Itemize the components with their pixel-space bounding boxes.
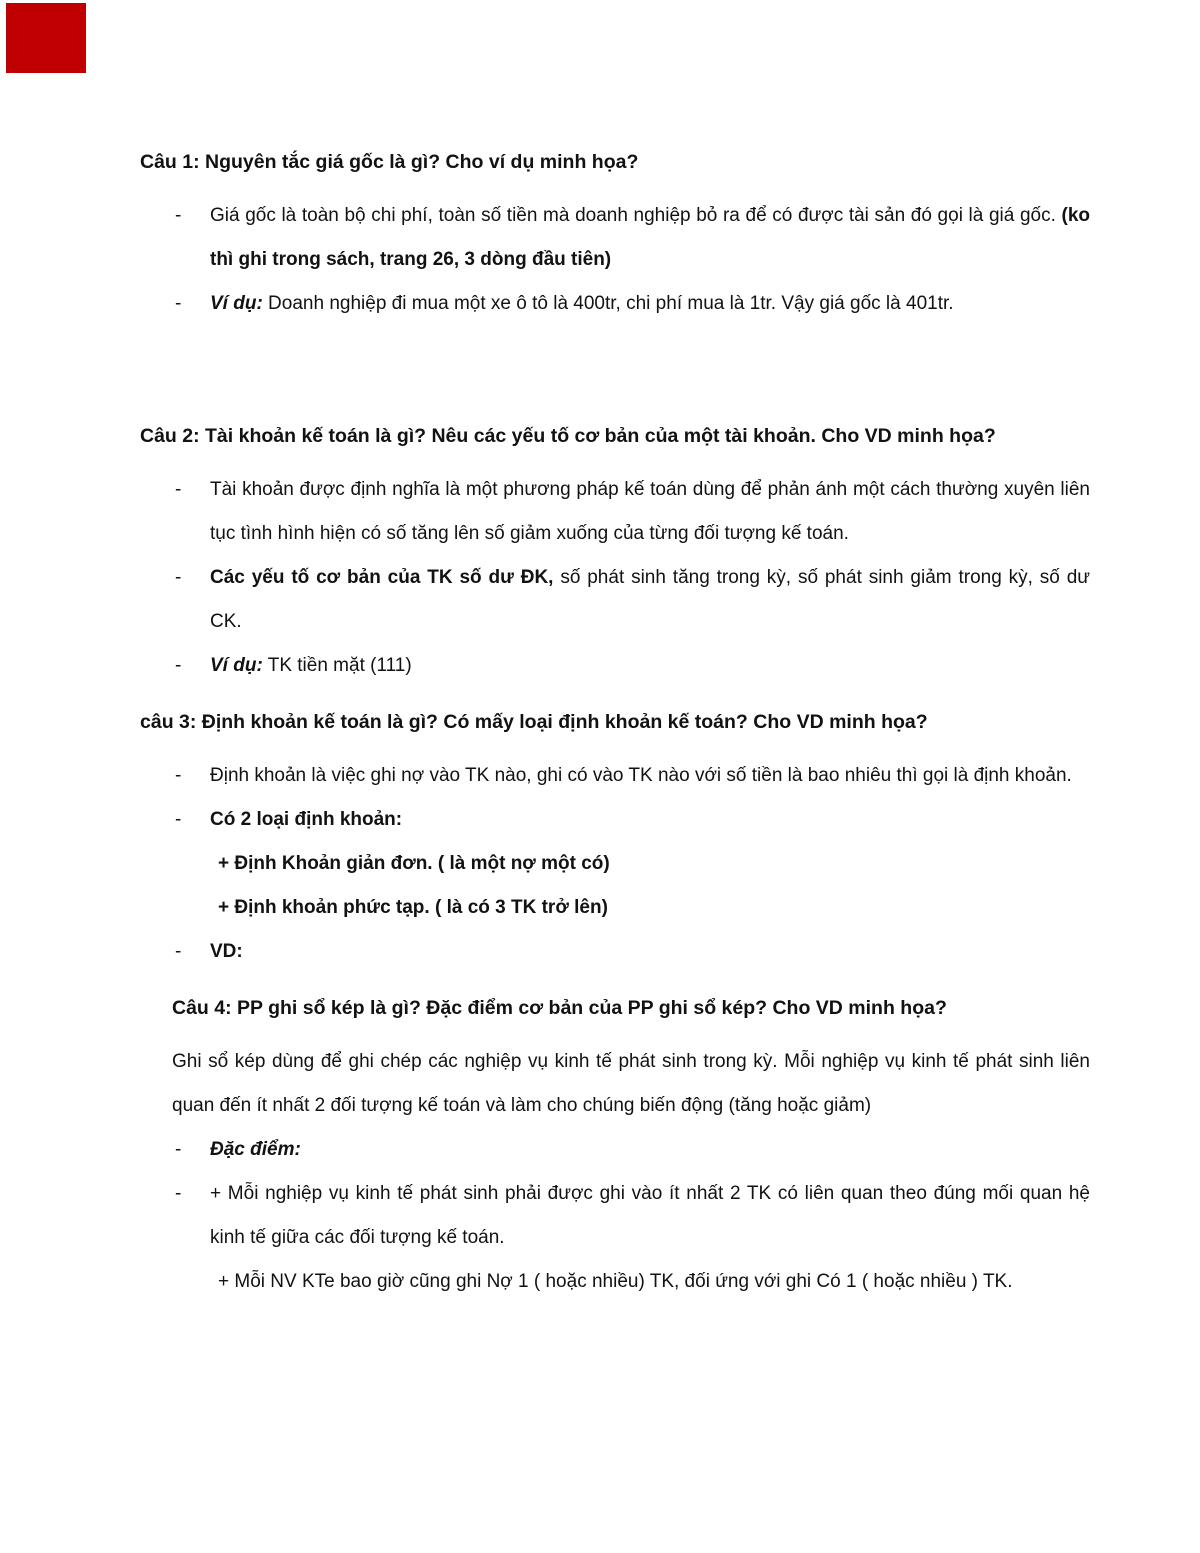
- text-run: Ví dụ:: [210, 293, 263, 314]
- text-run: Có 2 loại định khoản:: [210, 809, 403, 830]
- section-cau-3: [140, 700, 1090, 974]
- block-text: [218, 897, 608, 918]
- section-heading: Câu 4: PP ghi sổ kép là gì? Đặc điểm cơ bản của PP ghi sổ kép? Cho VD minh họa?: [172, 997, 947, 1019]
- list-item: [140, 1172, 1090, 1260]
- text-run: Doanh nghiệp đi mua một xe ô tô là 400tr, chi phí mua là 1tr. Vậy giá gốc là 401tr.: [262, 293, 954, 314]
- list-item: [140, 556, 1090, 644]
- text-run: + Mỗi nghiệp vụ kinh tế phát sinh phải được ghi vào ít nhất 2 TK có liên quan theo đúng mối quan hệ kinh tế giữa các đối tượng kế toán.: [210, 1183, 1090, 1248]
- text-run: Ví dụ:: [210, 655, 263, 676]
- text-run: VD:: [210, 941, 243, 962]
- section-blocks: [140, 468, 1090, 688]
- block-text: [218, 853, 610, 874]
- text-run: Tài khoản được định nghĩa là một phương pháp kế toán dùng để phản ánh một cách thường xuyên liên tục tình hình hiện có số tăng lên số giảm xuống của từng đối tượng kế toán.: [210, 479, 1090, 544]
- block-text: [210, 809, 402, 830]
- sub-list-item: [140, 1260, 1090, 1304]
- text-run: Các yếu tố cơ bản của TK số dư ĐK,: [210, 567, 561, 588]
- block-text: [210, 941, 243, 962]
- text-run: Đặc điểm:: [210, 1139, 301, 1160]
- block-text: [172, 1051, 1090, 1116]
- list-item: [140, 194, 1090, 282]
- text-run: số phát sinh tăng trong kỳ, số phát sinh giảm trong kỳ, số dư CK.: [210, 567, 1090, 632]
- text-run: TK tiền mặt (111): [262, 655, 412, 676]
- dash-bullet: -: [175, 1139, 182, 1160]
- block-text: [210, 479, 1090, 544]
- list-item: [140, 282, 1090, 326]
- text-run: + Mỗi NV KTe bao giờ cũng ghi Nợ 1 ( hoặc nhiều) TK, đối ứng với ghi Có 1 ( hoặc nhiều ) TK.: [218, 1271, 1013, 1292]
- block-text: [210, 293, 954, 314]
- dash-bullet: -: [175, 941, 182, 962]
- text-run: Ghi sổ kép dùng để ghi chép các nghiệp vụ kinh tế phát sinh trong kỳ. Mỗi nghiệp vụ kinh tế phát sinh liên quan đến ít nhất 2 đối tượng kế toán và làm cho chúng biến động (tăng hoặc giảm): [172, 1051, 1090, 1116]
- block-text: [210, 655, 412, 676]
- dash-bullet: -: [175, 1183, 182, 1204]
- block-text: [210, 1139, 301, 1160]
- section-cau-1: [140, 140, 1090, 326]
- list-item: [140, 1128, 1090, 1172]
- text-run: Định khoản là việc ghi nợ vào TK nào, ghi có vào TK nào với số tiền là bao nhiêu thì gọi là định khoản.: [210, 765, 1072, 786]
- dash-bullet: -: [175, 765, 182, 786]
- paragraph: [140, 1040, 1090, 1128]
- dash-bullet: -: [175, 655, 182, 676]
- section-blocks: [140, 1040, 1090, 1304]
- list-item: [140, 930, 1090, 974]
- section-blocks: [140, 194, 1090, 326]
- sub-list-item: [140, 886, 1090, 930]
- dash-bullet: -: [175, 809, 182, 830]
- section-cau-4: [140, 986, 1090, 1304]
- text-run: + Định Khoản giản đơn. ( là một nợ một có): [218, 853, 610, 874]
- block-text: [210, 1183, 1090, 1248]
- dash-bullet: -: [175, 479, 182, 500]
- block-text: [210, 205, 1090, 270]
- document-content: [140, 140, 1090, 1304]
- text-run: (ko thì ghi trong sách, trang 26, 3 dòng đầu tiên): [210, 205, 1090, 270]
- dash-bullet: -: [175, 567, 182, 588]
- text-run: + Định khoản phức tạp. ( là có 3 TK trở lên): [218, 897, 608, 918]
- list-item: [140, 644, 1090, 688]
- list-item: [140, 798, 1090, 842]
- block-text: [218, 1271, 1013, 1292]
- section-heading: Câu 2: Tài khoản kế toán là gì? Nêu các yếu tố cơ bản của một tài khoản. Cho VD minh họa?: [140, 425, 996, 447]
- block-text: [210, 567, 1090, 632]
- section-cau-2: [140, 414, 1090, 688]
- list-item: [140, 468, 1090, 556]
- list-item: [140, 754, 1090, 798]
- block-text: [210, 765, 1072, 786]
- dash-bullet: -: [175, 205, 182, 226]
- sub-list-item: [140, 842, 1090, 886]
- corner-marker: [6, 3, 86, 73]
- section-heading: câu 3: Định khoản kế toán là gì? Có mấy loại định khoản kế toán? Cho VD minh họa?: [140, 711, 928, 733]
- dash-bullet: -: [175, 293, 182, 314]
- section-blocks: [140, 754, 1090, 974]
- text-run: Giá gốc là toàn bộ chi phí, toàn số tiền mà doanh nghiệp bỏ ra để có được tài sản đó gọi là giá gốc.: [210, 205, 1062, 226]
- section-heading: Câu 1: Nguyên tắc giá gốc là gì? Cho ví dụ minh họa?: [140, 151, 639, 173]
